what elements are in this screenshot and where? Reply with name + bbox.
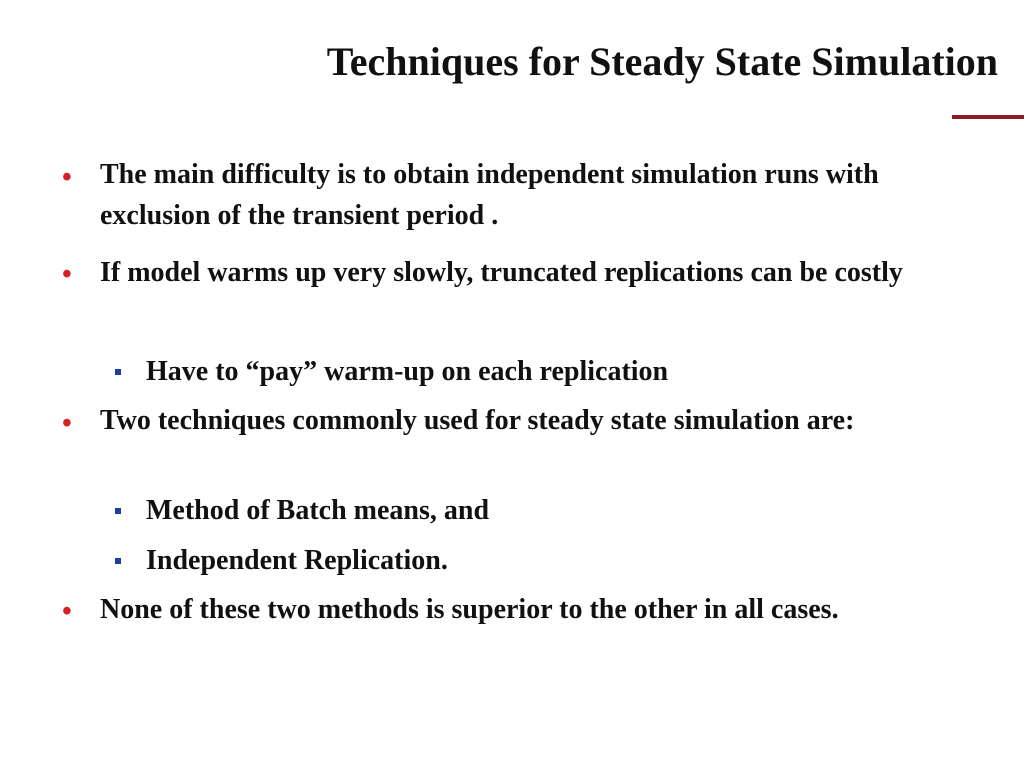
sub-bullet-item: Independent Replication.: [146, 545, 448, 576]
sub-bullet-marker-icon: [115, 558, 121, 564]
bullet-item: Two techniques commonly used for steady state simulation are:: [100, 405, 855, 436]
bullet-marker-icon: •: [62, 408, 72, 439]
sub-bullet-marker-icon: [115, 369, 121, 375]
bullet-marker-icon: •: [62, 596, 72, 627]
slide-title: Techniques for Steady State Simulation: [326, 39, 998, 84]
sub-bullet-item: Have to “pay” warm-up on each replication: [146, 356, 669, 387]
bullet-item: If model warms up very slowly, truncated replications can be costly: [100, 257, 903, 288]
bullet-item: None of these two methods is superior to the other in all cases.: [100, 594, 839, 625]
bullet-marker-icon: •: [62, 162, 72, 193]
bullet-marker-icon: •: [62, 259, 72, 290]
sub-bullet-marker-icon: [115, 508, 121, 514]
bullet-item: The main difficulty is to obtain independent simulation runs with exclusion of the transient period .: [100, 159, 879, 231]
sub-bullet-item: Method of Batch means, and: [146, 495, 490, 526]
